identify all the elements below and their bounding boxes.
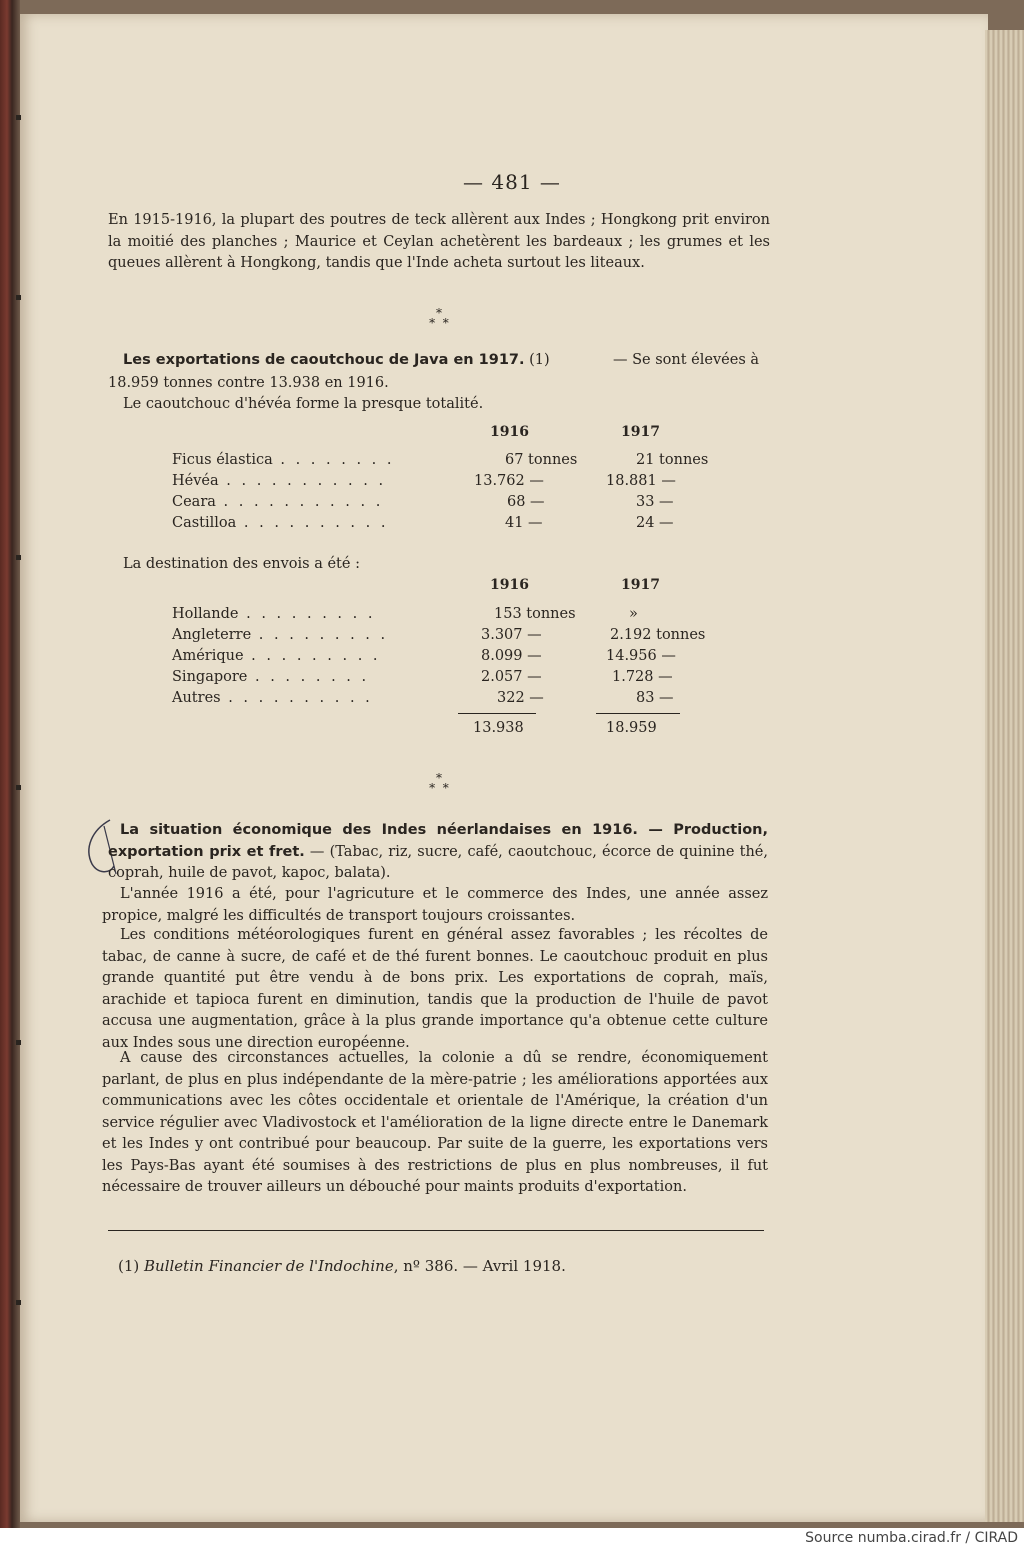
section1-text-b: 18.959 tonnes contre 13.938 en 1916. [108, 375, 389, 391]
table2-row-1917: » [629, 606, 638, 622]
section3-heading-paragraph [108, 820, 768, 885]
total-rule [458, 713, 536, 714]
table2-col-1916: 1916 [490, 577, 529, 593]
table1-row-label: Ficus élastica . . . . . . . . [172, 452, 395, 468]
section2-intro: La destination des envois a été : [123, 556, 360, 572]
book-binding [0, 0, 20, 1528]
table2-row-1916: 153 tonnes [494, 606, 576, 622]
table2-total-1917: 18.959 [606, 720, 657, 736]
table1-col-1917: 1917 [621, 424, 660, 440]
table2-row-1917: 83 — [636, 690, 674, 706]
table2-row-label: Autres . . . . . . . . . . [172, 690, 373, 706]
table1-row-1916: 41 — [505, 515, 543, 531]
table2-row-1916: 3.307 — [481, 627, 542, 643]
margin-mark [16, 1040, 21, 1045]
margin-mark [16, 1300, 21, 1305]
table1-row-1916: 67 tonnes [505, 452, 578, 468]
section1-heading-line [123, 352, 550, 368]
table2-col-1917: 1917 [621, 577, 660, 593]
section1-text-c: Le caoutchouc d'hévéa forme la presque totalité. [123, 396, 484, 412]
table2-row-1916: 2.057 — [481, 669, 542, 685]
table2-row-label: Amérique . . . . . . . . . [172, 648, 381, 664]
table1-row-1917: 33 — [636, 494, 674, 510]
source-watermark: Source numba.cirad.fr / CIRAD [805, 1530, 1018, 1546]
table1-row-1917: 21 tonnes [636, 452, 709, 468]
footnote: (1) Bulletin Financier de l'Indochine, nº 386. — Avril 1918. [118, 1257, 566, 1275]
footnote-source: Bulletin Financier de l'Indochine [144, 1257, 394, 1275]
table1-row-1917: 18.881 — [606, 473, 676, 489]
section3-heading: La situation économique des Indes néerlandaises en 1916. — Production, exportation prix et fret. [108, 822, 768, 860]
table2-row-1916: 322 — [497, 690, 544, 706]
section3-paragraph-3: A cause des circonstances actuelles, la colonie a dû se rendre, économiquement parlant, de plus en plus indépendante de la mère-patrie ; les améliorations apportées aux communications avec les côtes occidentale et orientale de l'Amérique, la création d'un service régulier avec Vladivostock et l'amélioration de la ligne directe entre le Danemark et les Indes y ont contribué pour beaucoup. Par suite de la guerre, les exportations vers les Pays-Bas ayant été soumises à des restrictions de plus en plus nombreuses, il fut nécessaire de trouver ailleurs un débouché pour maints produits d'exportation. [102, 1050, 768, 1195]
table1-col-1916: 1916 [490, 424, 529, 440]
table2-row-1917: 2.192 tonnes [610, 627, 706, 643]
margin-mark [16, 295, 21, 300]
intro-paragraph: En 1915-1916, la plupart des poutres de teck allèrent aux Indes ; Hongkong prit environ la moitié des planches ; Maurice et Ceylan achetèrent les bardeaux ; les grumes et les queues allèrent à Hongkong, tandis que l'Inde acheta surtout les liteaux. [108, 212, 770, 271]
table2-row-label: Hollande . . . . . . . . . [172, 606, 376, 622]
table2-total-1916: 13.938 [473, 720, 524, 736]
table1-row-label: Castilloa . . . . . . . . . . [172, 515, 389, 531]
table2-row-label: Singapore . . . . . . . . [172, 669, 370, 685]
margin-mark [16, 115, 21, 120]
footnote-rule [108, 1230, 764, 1231]
table2-row-1917: 14.956 — [606, 648, 676, 664]
section1-text-a: — Se sont élevées à [613, 352, 760, 368]
section3-paragraph-2: Les conditions météorologiques furent en général assez favorables ; les récoltes de tabac, de canne à sucre, de café et de thé furent bonnes. Le caoutchouc produit en plus grande quantité put être vendu à de bons prix. Les exportations de coprah, maïs, arachide et tapioca furent en diminution, tandis que la production de l'huile de pavot accusa une augmentation, grâce à la plus grande importance qu'a obtenue cette culture aux Indes sous une direction européenne. [102, 927, 768, 1051]
margin-mark [16, 555, 21, 560]
section1-heading: Les exportations de caoutchouc de Java en 1917. [123, 352, 525, 368]
table1-row-1917: 24 — [636, 515, 674, 531]
table1-row-1916: 13.762 — [474, 473, 544, 489]
page-edges [985, 30, 1024, 1522]
table2-row-1916: 8.099 — [481, 648, 542, 664]
table2-row-1917: 1.728 — [612, 669, 673, 685]
page-number: — 481 — [463, 170, 561, 194]
table1-row-1916: 68 — [507, 494, 545, 510]
margin-mark [16, 785, 21, 790]
total-rule [596, 713, 680, 714]
table1-row-label: Ceara . . . . . . . . . . . [172, 494, 384, 510]
footnote-ref: (1) [529, 352, 550, 368]
table2-row-label: Angleterre . . . . . . . . . [172, 627, 389, 643]
section-separator: * * * [429, 306, 449, 330]
table1-row-label: Hévéa . . . . . . . . . . . [172, 473, 387, 489]
section-separator: * * * [429, 771, 449, 795]
section3-heading-rest: — (Tabac, riz, sucre, café, caoutchouc, écorce de quinine thé, coprah, huile de pavot, kapoc, balata). [108, 843, 768, 881]
section3-paragraph-1: L'année 1916 a été, pour l'agricuture et le commerce des Indes, une année assez propice, malgré les difficultés de transport toujours croissantes. [102, 886, 768, 924]
